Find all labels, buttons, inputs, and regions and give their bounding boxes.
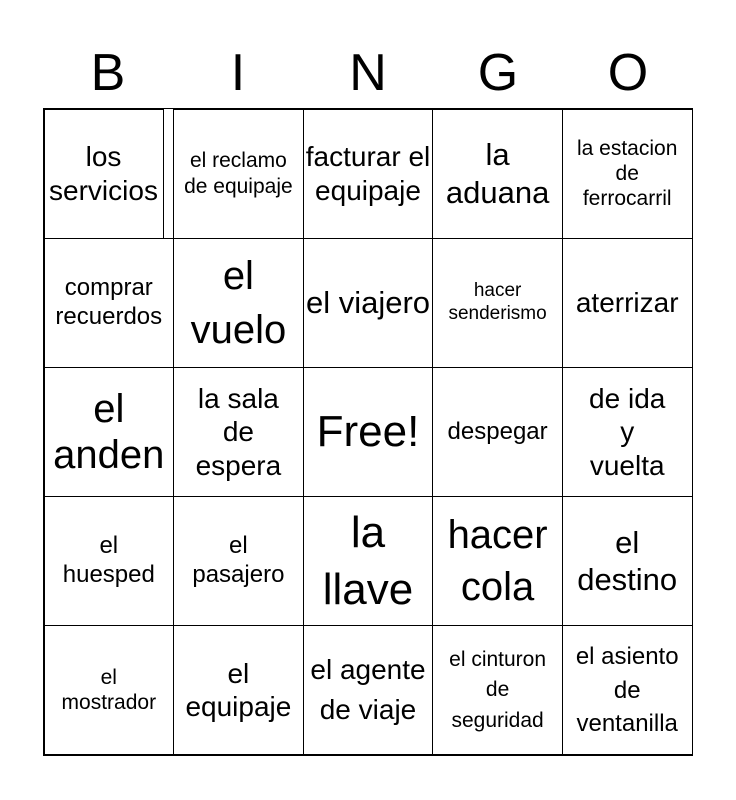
bingo-cell[interactable]: el mostrador [44, 625, 175, 755]
bingo-cell[interactable]: hacer cola [432, 496, 563, 626]
bingo-cell[interactable]: el pasajero [173, 496, 304, 626]
bingo-cell[interactable]: el agente de viaje [303, 625, 434, 755]
bingo-cell[interactable]: el reclamo de equipaje [173, 109, 304, 239]
bingo-cell[interactable]: el anden [44, 367, 175, 497]
bingo-cell[interactable]: la sala de espera [173, 367, 304, 497]
bingo-cell[interactable]: los servicios [44, 109, 164, 239]
bingo-cell[interactable]: el vuelo [173, 238, 304, 368]
header-letter-n: N [349, 44, 387, 102]
bingo-header [43, 38, 693, 108]
bingo-cell[interactable]: el asiento de ventanilla [562, 625, 693, 755]
bingo-board [43, 108, 693, 756]
bingo-cell[interactable]: comprar recuerdos [44, 238, 175, 368]
header-letter-b: B [90, 44, 126, 102]
free-space[interactable]: Free! [303, 367, 434, 497]
header-letter-o: O [607, 44, 649, 102]
bingo-cell[interactable]: de ida y vuelta [562, 367, 693, 497]
bingo-cell[interactable]: el huesped [44, 496, 175, 626]
bingo-cell[interactable]: aterrizar [562, 238, 693, 368]
bingo-cell[interactable]: facturar el equipaje [303, 109, 434, 239]
bingo-cell[interactable]: la llave [303, 496, 434, 626]
bingo-cell[interactable]: el cinturon de seguridad [432, 625, 563, 755]
bingo-cell[interactable]: la estacion de ferrocarril [562, 109, 693, 239]
header-letter-i: I [230, 44, 246, 102]
bingo-cell[interactable]: la aduana [432, 109, 563, 239]
header-letter-g: G [477, 44, 519, 102]
bingo-cell[interactable]: hacer senderismo [432, 238, 563, 368]
bingo-cell[interactable]: el viajero [303, 238, 434, 368]
bingo-cell[interactable]: despegar [432, 367, 563, 497]
bingo-cell[interactable]: el equipaje [173, 625, 304, 755]
bingo-cell[interactable]: el destino [562, 496, 693, 626]
